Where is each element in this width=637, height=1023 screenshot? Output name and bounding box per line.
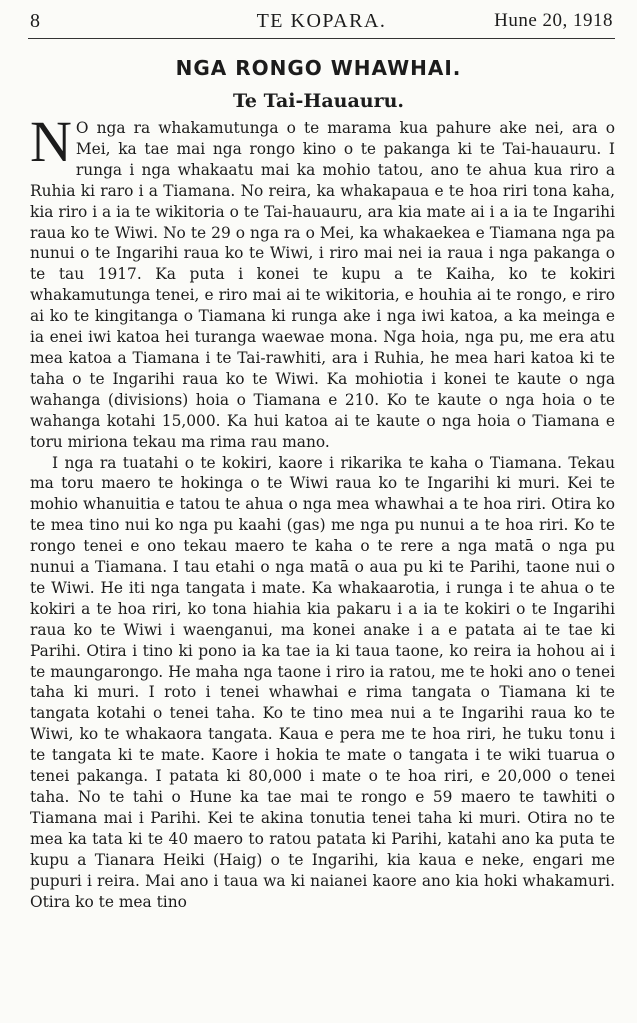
publication-title: TE KOPARA. (256, 10, 387, 32)
drop-cap: N (30, 118, 72, 174)
page-number: 8 (30, 10, 40, 32)
paragraph-2: I nga ra tuatahi o te kokiri, kaore i rikarika te kaha o Tiamana. Tekau ma toru maero te hokinga o te Wiwi raua ko te Ingarihi ki muri. Kei te mohio whanuitia e tatou te ahua o nga mea whawhai a te hoa riri. Otira ko te mea tino nui ko nga pu kaahi (gas) me nga pu nunui a te hoa riri. Ko te rongo tenei e ono tekau maero te kaha o te rere a nga matā o nga pu nunui a Tiamana. I tau etahi o nga matā o aua pu ki te Parihi, taone nui o te Wiwi. He iti nga tangata i mate. Ka whakaarotia, i runga i te ahua o te kokiri a te hoa riri, ko tona hiahia kia pakaru i a ia te kokiri o te Ingarihi raua ko te Wiwi i waenganui, ma konei anake i a e patata ai te tae ki Parihi. Otira i tino ki pono ia ka tae ia ki taua taone, ko reira ia hohou ai i te maungarongo. He maha nga taone i riro ia ratou, me te hoki ano o tenei taha ki muri. I roto i tenei whawhai e rima tangata o Tiamana ki te tangata kotahi o tenei taha. Ko te tino mea nui a te Ingarihi raua ko te Wiwi, ko te whakaora tangata. Kaua e pera me te hoa riri, he tuku tonu i te tangata ki te mate. Kaore i hokia te mate o tangata i te wiki tuarua o tenei pakanga. I patata ki 80,000 i mate o te hoa riri, e 20,000 o tenei taha. No te tahi o Hune ka tae mai te rongo e 59 maero te tawhiti o Tiamana mai i Parihi. Kei te akina tonutia tenei taha ki muri. Otira no te mea ka tata ki te 40 maero to ratou patata ki Parihi, katahi ano ka puta te kupu a Tianara Heiki (Haig) o te Ingarihi, kia kaua e neke, engari me pupuri i reira. Mai ano i taua wa ki naianei kaore ano kia hoki whakamuri. Otira ko te mea tino (30, 453, 615, 911)
article-body (30, 118, 615, 1019)
issue-date: Hune 20, 1918 (494, 10, 613, 31)
header-rule (28, 38, 615, 39)
paragraph-1 (30, 118, 615, 453)
page-header (30, 6, 613, 36)
article-subheading: Te Tai-Hauauru. (232, 90, 405, 112)
paragraph-1-text: O nga ra whakamutunga o te marama kua pahure ake nei, ara o Mei, ka tae mai nga rongo kino o te pakanga ki te Tai-hauauru. I runga i nga whakaatu mai ka mohio tatou, ano te ahua kua riro a Ruhia ki raro i a Tiamana. No reira, ka whakapaua e te hoa riri tona kaha, kia riro i a ia te wikitoria o te Tai-hauauru, ara kia mate ai i a ia te Ingarihi raua ko te Wiwi. No te 29 o nga ra o Mei, ka whakaekea e Tiamana nga pa nunui o te Ingarihi raua ko te Wiwi, i riro mai nei ia raua i nga pakanga o te tau 1917. Ka puta i konei te kupu a te Kaiha, ko te kokiri whakamutunga tenei, e riro mai ai te wikitoria, e houhia ai te rongo, e riro ai ko te kingitanga o Tiamana ki runga ake i nga iwi katoa, a ka meinga e ia enei iwi katoa hei turanga waewae mona. Nga hoia, nga pu, me era atu mea katoa a Tiamana i te Tai-rawhiti, ara i Ruhia, he mea hari katoa ki te taha o te Ingarihi raua ko te Wiwi. Ka mohiotia i konei te kaute o nga wahanga (divisions) hoia o Tiamana e 210. Ko te kaute o nga hoia o te wahanga kotahi 15,000. Ka hui katoa ai te kaute o nga hoia o Tiamana e toru miriona tekau ma rima rau mano. (30, 119, 615, 451)
article-headline: NGA RONGO WHAWHAI. (175, 56, 462, 80)
